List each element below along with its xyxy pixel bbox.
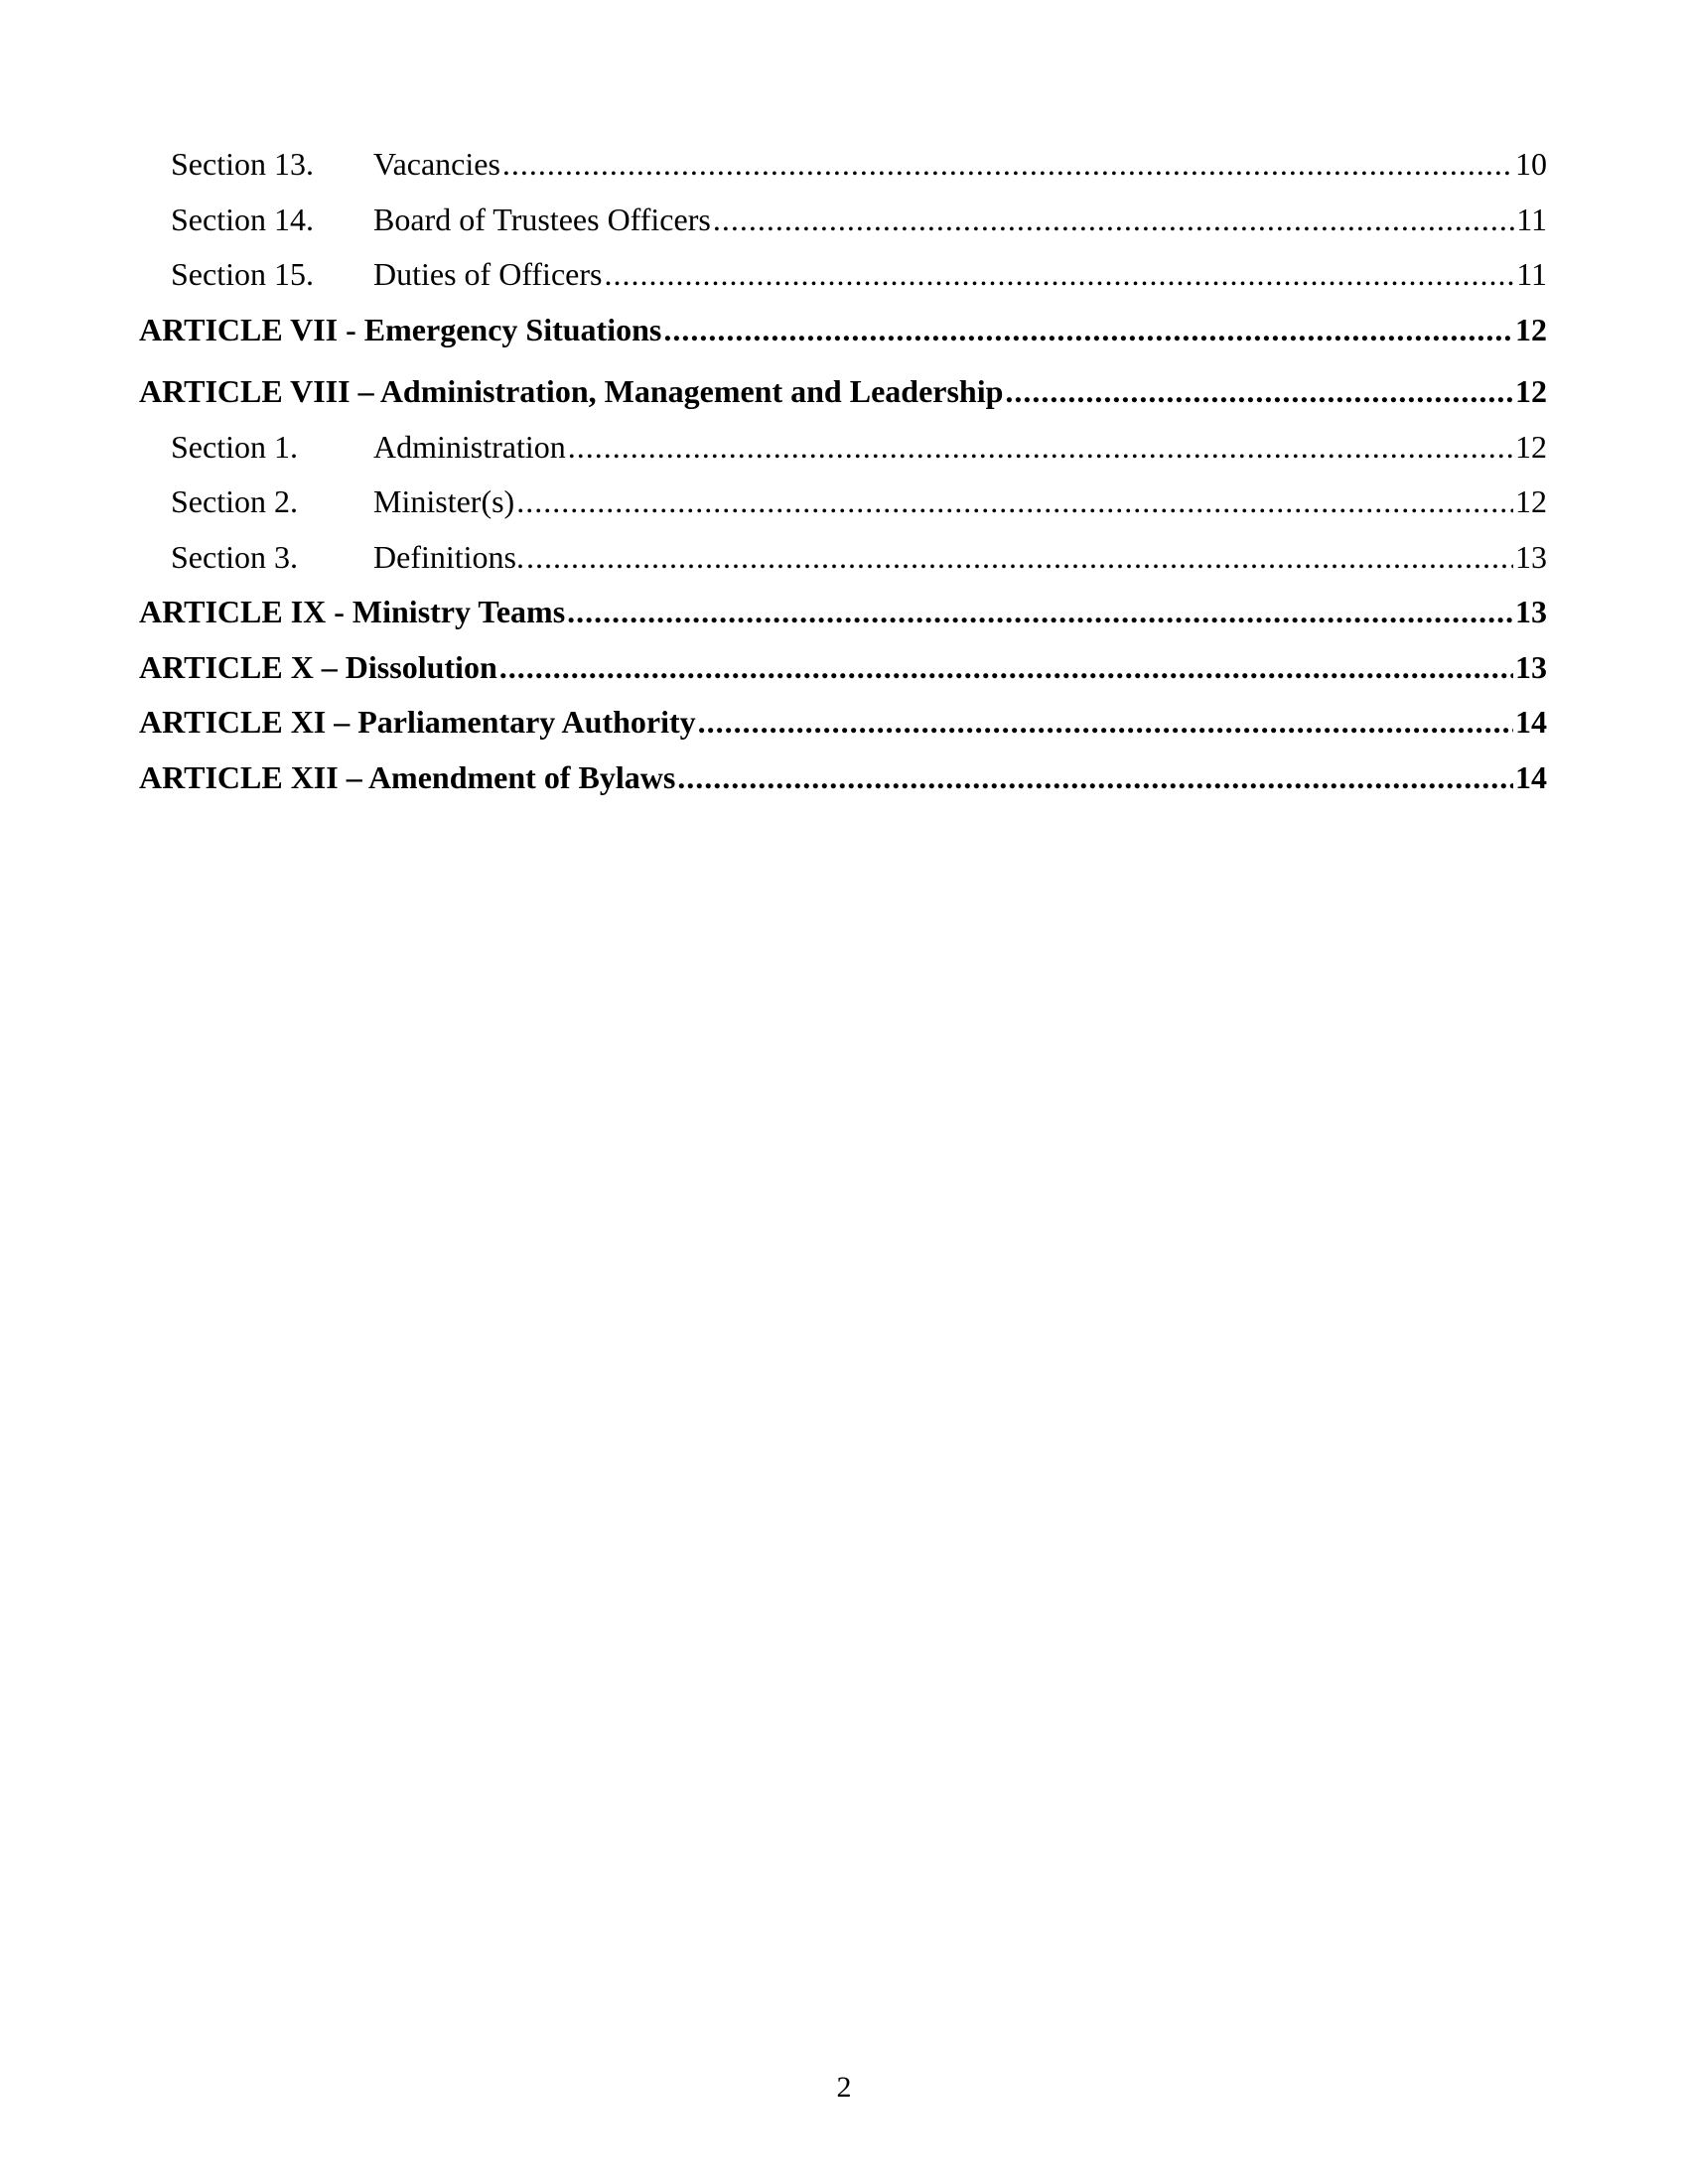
- toc-article-entry[interactable]: [139, 695, 1547, 751]
- toc-dot-leader: [677, 751, 1513, 806]
- toc-section-number: Section 13.: [171, 146, 314, 182]
- toc-dot-leader: [568, 420, 1513, 476]
- toc-entry-title: Board of Trustees Officers: [373, 201, 711, 237]
- toc-entry[interactable]: [139, 475, 1547, 530]
- toc-page-number: 12: [1515, 483, 1547, 519]
- toc-page-number: 11: [1516, 256, 1547, 292]
- toc-article-entry[interactable]: [139, 751, 1547, 806]
- toc-entry-title: Minister(s): [373, 483, 515, 519]
- toc-dot-leader: [499, 640, 1513, 696]
- toc-article-title: ARTICLE XI – Parliamentary Authority: [139, 704, 696, 740]
- toc-entry[interactable]: [139, 247, 1547, 303]
- toc-page-number: 12: [1515, 428, 1547, 465]
- toc-entry-title: Vacancies: [373, 146, 500, 182]
- toc-section-number: Section 1.: [171, 428, 298, 465]
- toc-article-title: ARTICLE X – Dissolution: [139, 648, 497, 685]
- toc-article-title: ARTICLE IX - Ministry Teams: [139, 594, 566, 629]
- toc-article-entry[interactable]: [139, 364, 1547, 420]
- toc-section-number: Section 2.: [171, 483, 298, 519]
- toc-entry[interactable]: [139, 420, 1547, 476]
- toc-page-number: 13: [1515, 594, 1547, 629]
- toc-dot-leader: [713, 193, 1514, 248]
- toc-section-number: Section 14.: [171, 201, 314, 237]
- toc-article-entry[interactable]: [139, 585, 1547, 640]
- toc-page-number: 12: [1515, 373, 1547, 409]
- toc-dot-leader: [502, 137, 1513, 193]
- toc-dot-leader: [1005, 364, 1513, 420]
- toc-entry-title: Duties of Officers: [373, 256, 603, 292]
- toc-entry-title: Definitions.: [373, 538, 524, 575]
- toc-page-number: 14: [1515, 704, 1547, 740]
- toc-entry[interactable]: [139, 193, 1547, 248]
- toc-dot-leader: [526, 530, 1513, 586]
- toc-article-entry[interactable]: [139, 640, 1547, 696]
- toc-entry-title: Administration: [373, 428, 566, 465]
- toc-page-number: 10: [1515, 146, 1547, 182]
- toc-dot-leader: [663, 303, 1513, 358]
- toc-article-entry[interactable]: [139, 303, 1547, 358]
- table-of-contents: [139, 137, 1547, 805]
- toc-article-title: ARTICLE VIII – Administration, Management and Leadership: [139, 373, 1004, 409]
- toc-page-number: 12: [1515, 311, 1547, 347]
- toc-dot-leader: [698, 695, 1513, 751]
- toc-dot-leader: [567, 585, 1513, 640]
- toc-dot-leader: [516, 475, 1513, 530]
- page-footer-number: 2: [836, 2071, 852, 2104]
- toc-page-number: 13: [1515, 648, 1547, 685]
- toc-page-number: 11: [1516, 201, 1547, 237]
- toc-section-number: Section 3.: [171, 538, 298, 575]
- toc-page-number: 14: [1515, 758, 1547, 795]
- toc-entry[interactable]: [139, 530, 1547, 586]
- toc-entry[interactable]: [139, 137, 1547, 193]
- toc-article-title: ARTICLE VII - Emergency Situations: [139, 311, 662, 347]
- toc-section-number: Section 15.: [171, 256, 314, 292]
- toc-dot-leader: [604, 247, 1514, 303]
- toc-article-title: ARTICLE XII – Amendment of Bylaws: [139, 758, 676, 795]
- toc-page-number: 13: [1515, 538, 1547, 575]
